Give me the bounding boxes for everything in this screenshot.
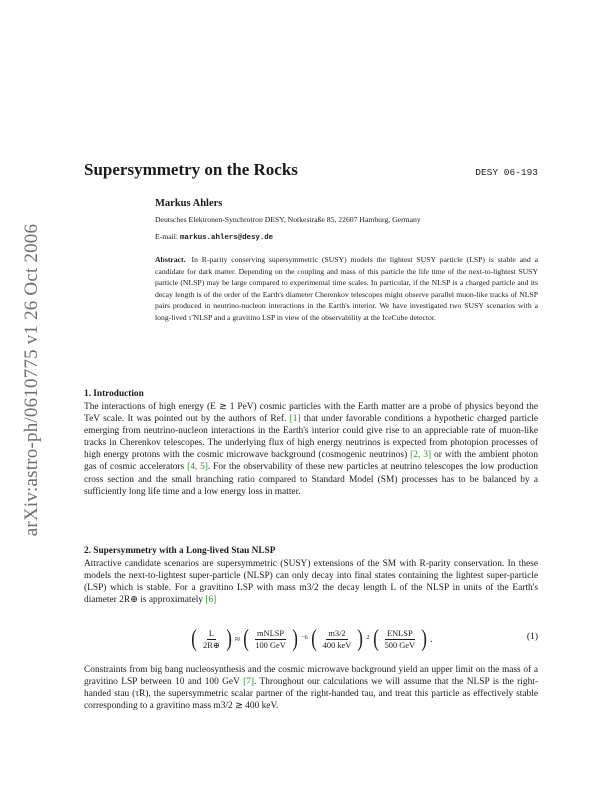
eq-approx: ≈ [234, 633, 241, 645]
sec2-text-2: Constraints from big bang nucleosynthesis and the cosmic microwave background yield an upper limit on the mass of a gravitino LSP between 10 and 100 GeV [84, 665, 538, 688]
section2-paragraph-1 [84, 558, 538, 606]
report-number: DESY 06-193 [475, 167, 538, 178]
abstract [155, 254, 538, 323]
email-address[interactable]: markus.ahlers@desy.de [179, 234, 274, 242]
eq-fraction-l: $\frac{L}{2R\oplus}$ [203, 628, 220, 650]
sec2-text-1: Attractive candidate scenarios are supersymmetric (SUSY) extensions of the SM with R-parity conservation. In these models the next-to-lightest super-particle (NLSP) can only decay into final states containing the lightest super-particle (LSP) which is stable. For a gravitino LSP with mass m3/2 the decay length L of the NLSP in units of the Earth's diameter 2R⊕ is approximately [84, 559, 538, 606]
eq-fraction-enlsp: $\frac{\text{ENLSP}}{\text{500 GeV}}$ [384, 628, 416, 650]
arxiv-stamp-text: arXiv:astro-ph/0610775 v1 26 Oct 2006 [21, 223, 42, 537]
citation-link[interactable]: [2, 3] [410, 450, 432, 461]
intro-text-2: that under favorable conditions a hypothetic charged particle emerging from neutrino-nucleon interactions in the Earth's interior could give rise to an appreciable rate of muon-like tracks in Cherenkov telescopes. The underlying flux of high energy neutrinos is expected from photopion processes of high energy protons with the cosmic microwave background (cosmogenic neutrinos) [84, 414, 539, 461]
email-line [155, 232, 273, 242]
eq-exponent-2: 2 [366, 633, 370, 641]
citation-link[interactable]: [1] [289, 414, 301, 425]
arxiv-stamp [14, 200, 50, 560]
sec2-text-3: . Throughout our calculations we will assume that the NLSP is the right-handed stau (τ̃R), the supersymmetric scalar partner of the right-handed tau, and treat this particle as effectively stable corresponding to a gravitino mass m3/2 ≳ 400 keV. [84, 677, 538, 712]
intro-text-3: or with the ambient photon gas of cosmic accelerators [84, 450, 539, 473]
intro-text-4: . For the observability of these new particles at neutrino telescopes the low production cross section and the small branching ratio compared to Standard Model (SM) processes has to be balanced by a sufficiently long life time and a low energy loss in matter. [84, 462, 538, 497]
affiliation: Deutsches Elektronen-Synchrotron DESY, Notkestraße 85, 22607 Hamburg, Germany [155, 215, 421, 224]
equation-number: (1) [526, 632, 538, 642]
eq-fraction-mnlsp: $\frac{\text{mNLSP}}{\text{100 GeV}}$ [255, 628, 286, 650]
eq-fraction-m32: $\frac{m3/2}{\text{400 keV}}$ [322, 628, 352, 650]
abstract-label: Abstract. [155, 255, 186, 264]
citation-link[interactable]: [6] [205, 595, 217, 606]
citation-link[interactable]: [4, 5] [187, 462, 208, 473]
section2-paragraph-2 [84, 664, 538, 712]
email-label: E-mail: [155, 232, 179, 241]
intro-text-1: The interactions of high energy (E ≳ 1 PeV) cosmic particles with the Earth matter are a probe of physics beyond the TeV scale. It was pointed out by the authors of Ref. [84, 402, 538, 425]
paper-title: Supersymmetry on the Rocks [84, 160, 298, 179]
author-name: Markus Ahlers [155, 198, 223, 209]
citation-link[interactable]: [7] [243, 677, 254, 688]
introduction-paragraph [84, 401, 538, 498]
abstract-text: In R-parity conserving supersymmetric (SUSY) models the lightest SUSY particle (LSP) is stable and a candidate for dark matter. Depending on the coupling and mass of this particle the life time of the next-to-lightest SUSY particle (NLSP) may be large compared to experimental time scales. In particular, if the NLSP is a charged particle and its decay length is of the order of the Earth's diameter Cherenkov telescopes might observe parallel muon-like tracks of NLSP pairs produced in neutrino-nucleon interactions in the Earth's interior. We have investigated two SUSY scenarios with a long-lived τ̃ NLSP and a gravitino LSP in view of the observability at the IceCube detector. [155, 255, 538, 322]
section-heading-introduction: 1. Introduction [84, 389, 144, 399]
eq-exponent-1: −6 [300, 633, 308, 641]
section-heading-supersymmetry: 2. Supersymmetry with a Long-lived Stau NLSP [84, 546, 276, 556]
equation-1: ( $\frac{L}{2R\oplus}$ ) ≈ ( $\frac{\text{mNLSP}}{\text{100 GeV}}$ ) −6 ( $\frac{m3/2}{\text{400 keV}}$ ) 2 ( $\frac{\text{ENLSP}}{\text{500 GeV}}$ ) . [191, 626, 433, 652]
